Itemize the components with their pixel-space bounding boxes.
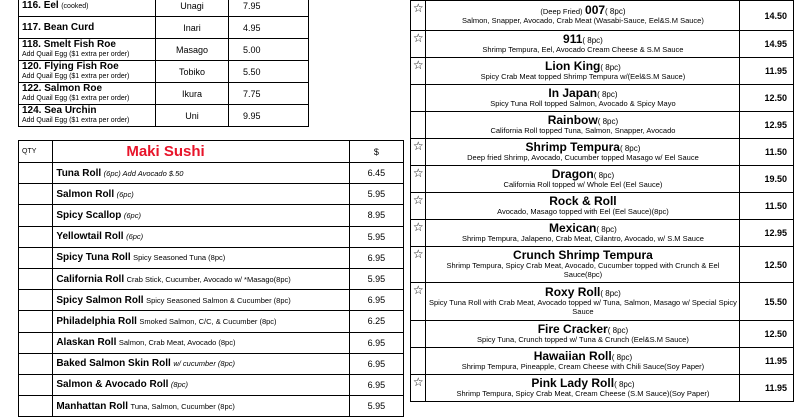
special-roll-pieces: ( 8pc)	[600, 62, 621, 72]
maki-item-name: Philadelphia Roll	[56, 315, 137, 327]
special-roll-price: 14.95	[740, 31, 794, 58]
maki-price: 5.95	[349, 268, 403, 289]
special-roll-desc: California Roll topped Tuna, Salmon, Snapper, Avocado	[490, 125, 676, 135]
sashimi-japanese-name: Tobiko	[156, 61, 229, 83]
star-icon: ☆	[412, 283, 424, 297]
sashimi-japanese-name: Unagi	[156, 0, 229, 17]
sashimi-item-sub: Add Quail Egg ($1 extra per order)	[22, 117, 130, 124]
special-roll-pieces: ( 8pc)	[619, 143, 641, 153]
maki-price: 6.95	[349, 290, 403, 311]
maki-item-name: Spicy Salmon Roll	[56, 294, 144, 306]
special-roll-row	[411, 193, 794, 220]
sashimi-item-name: 117. Bean Curd	[22, 22, 95, 33]
maki-item-desc: (6pc)	[116, 189, 134, 199]
qty-cell[interactable]	[19, 205, 53, 226]
special-roll-price: 15.50	[740, 283, 794, 321]
special-roll-name: 911	[563, 31, 583, 46]
special-roll-pieces: ( 8pc)	[596, 224, 617, 234]
maki-item-name: Salmon & Avocado Roll	[56, 379, 169, 391]
special-roll-price: 14.50	[740, 1, 794, 31]
maki-price: 6.95	[349, 247, 403, 268]
sashimi-row	[19, 83, 309, 105]
maki-item-name: California Roll	[56, 273, 125, 285]
special-roll-pieces: ( 8pc)	[582, 35, 603, 45]
maki-item-name: Tuna Roll	[56, 167, 102, 179]
special-roll-price: 12.95	[740, 112, 794, 139]
sashimi-table	[18, 0, 309, 127]
qty-header: QTY	[19, 141, 53, 163]
maki-item-desc: Tuna, Salmon, Cucumber (8pc)	[130, 401, 235, 411]
sashimi-item-name: 120. Flying Fish Roe	[22, 61, 119, 72]
special-roll-desc: Spicy Tuna Roll topped Salmon, Avocado & Spicy Mayo	[490, 98, 676, 108]
special-roll-name: Dragon	[551, 166, 594, 181]
special-roll-pieces: ( 8pc)	[614, 379, 635, 389]
maki-header-row	[19, 141, 404, 163]
maki-item-desc: Crab Stick, Cucumber, Avocado w/ *Masago(8pc)	[126, 274, 291, 284]
special-roll-desc: Spicy Crab Meat topped Shrimp Tempura w/(Eel&S.M Sauce)	[480, 71, 686, 81]
special-roll-pieces: ( 8pc)	[597, 89, 618, 99]
special-roll-price: 11.50	[740, 139, 794, 166]
special-roll-name: Crunch Shrimp Tempura	[513, 247, 653, 262]
maki-price: 6.45	[349, 163, 403, 184]
maki-sushi-table	[18, 140, 404, 417]
maki-price: 8.95	[349, 205, 403, 226]
star-icon: ☆	[412, 375, 424, 389]
special-roll-price: 11.95	[740, 348, 794, 375]
qty-cell[interactable]	[19, 374, 53, 395]
maki-row	[19, 247, 404, 268]
sashimi-price: 4.95	[229, 17, 309, 39]
maki-row	[19, 290, 404, 311]
sashimi-japanese-name: Inari	[156, 17, 229, 39]
special-roll-desc: Spicy Tuna, Crunch topped w/ Tuna & Crunch (Eel&S.M Sauce)	[477, 334, 689, 344]
sashimi-row	[19, 0, 309, 17]
special-roll-desc: Shrimp Tempura, Eel, Avocado Cream Cheese & S.M Sauce	[482, 44, 684, 54]
special-roll-desc: Shrimp Tempura, Jalapeno, Crab Meat, Cilantro, Avocado, w/ S.M Sauce	[461, 233, 704, 243]
sashimi-item-sub: Add Quail Egg ($1 extra per order)	[22, 51, 130, 58]
maki-price: 6.95	[349, 332, 403, 353]
sashimi-price: 7.95	[229, 0, 309, 17]
maki-item-name: Salmon Roll	[56, 188, 115, 200]
special-roll-row	[411, 247, 794, 283]
maki-item-name: Yellowtail Roll	[56, 231, 124, 243]
special-roll-name: In Japan	[548, 85, 598, 100]
sashimi-price: 5.50	[229, 61, 309, 83]
special-rolls-table	[410, 0, 794, 402]
special-roll-row	[411, 58, 794, 85]
maki-item-desc: w/ cucumber (8pc)	[173, 359, 236, 369]
special-roll-row	[411, 283, 794, 321]
special-roll-price: 19.50	[740, 166, 794, 193]
special-roll-price: 11.95	[740, 58, 794, 85]
special-roll-row	[411, 220, 794, 247]
sashimi-row	[19, 105, 309, 127]
special-roll-desc: Shrimp Tempura, Pineapple, Cream Cheese with Chili Sauce(Soy Paper)	[461, 361, 705, 371]
special-roll-pieces: ( 8pc)	[593, 170, 615, 180]
maki-item-desc: (6pc)	[126, 232, 144, 242]
special-roll-row	[411, 1, 794, 31]
qty-cell[interactable]	[19, 184, 53, 205]
special-roll-pieces: ( 8pc)	[597, 116, 619, 126]
sashimi-japanese-name: Masago	[156, 39, 229, 61]
maki-item-desc: (8pc)	[170, 380, 188, 390]
special-roll-pieces: ( 8pc)	[607, 325, 629, 335]
maki-item-desc: Salmon, Crab Meat, Avocado (8pc)	[118, 338, 236, 348]
special-roll-name: Rainbow	[547, 112, 598, 127]
special-roll-pieces: ( 8pc)	[605, 7, 626, 16]
special-roll-name: Roxy Roll	[545, 284, 601, 299]
special-roll-desc: Avocado, Masago topped with Eel (Eel Sauce)(8pc)	[497, 206, 669, 216]
maki-price: 5.95	[349, 396, 403, 417]
sashimi-price: 7.75	[229, 83, 309, 105]
special-roll-row	[411, 112, 794, 139]
qty-cell[interactable]	[19, 332, 53, 353]
special-roll-desc: Salmon, Snapper, Avocado, Crab Meat (Wasabi-Sauce, Eel&S.M Sauce)	[462, 16, 704, 25]
sashimi-row	[19, 17, 309, 39]
maki-price: 5.95	[349, 184, 403, 205]
maki-row	[19, 184, 404, 205]
special-roll-prefix: (Deep Fried)	[540, 7, 583, 16]
special-roll-price: 12.50	[740, 247, 794, 283]
maki-row	[19, 332, 404, 353]
maki-price: 6.95	[349, 353, 403, 374]
special-roll-name: Fire Cracker	[537, 321, 608, 336]
maki-item-desc: (6pc)	[123, 210, 141, 220]
special-roll-row	[411, 321, 794, 348]
star-icon: ☆	[412, 166, 424, 180]
sashimi-item-sub: Add Quail Egg ($1 extra per order)	[22, 73, 130, 80]
maki-row	[19, 205, 404, 226]
special-roll-price: 12.95	[740, 220, 794, 247]
special-roll-row	[411, 139, 794, 166]
special-roll-row	[411, 31, 794, 58]
maki-price: 6.25	[349, 311, 403, 332]
special-roll-desc: Deep fried Shrimp, Avocado, Cucumber topped Masago w/ Eel Sauce	[467, 152, 699, 162]
special-roll-name: Lion King	[545, 58, 601, 73]
special-roll-row	[411, 85, 794, 112]
maki-row	[19, 226, 404, 247]
maki-item-name: Alaskan Roll	[56, 337, 117, 349]
price-header: $	[349, 141, 403, 163]
qty-cell[interactable]	[19, 396, 53, 417]
maki-item-desc: Spicy Seasoned Salmon & Cucumber (8pc)	[146, 295, 291, 305]
special-roll-desc: Shrimp Tempura, Spicy Crab Meat, Cream Cheese (S.M Sauce)(Soy Paper)	[456, 388, 710, 398]
maki-item-name: Baked Salmon Skin Roll	[56, 358, 171, 370]
qty-cell[interactable]	[19, 226, 53, 247]
maki-row	[19, 163, 404, 184]
special-roll-pieces: ( 8pc)	[600, 288, 621, 298]
qty-cell[interactable]	[19, 163, 53, 184]
sashimi-row	[19, 39, 309, 61]
special-roll-name: Hawaiian Roll	[533, 348, 612, 363]
maki-sushi-title: Maki Sushi	[126, 143, 205, 160]
maki-price: 5.95	[349, 226, 403, 247]
maki-price: 6.95	[349, 374, 403, 395]
star-icon: ☆	[412, 139, 424, 153]
special-roll-name: Shrimp Tempura	[525, 139, 620, 154]
qty-cell[interactable]	[19, 353, 53, 374]
special-roll-name: Mexican	[549, 220, 597, 235]
special-roll-pieces: ( 8pc)	[611, 352, 633, 362]
special-roll-desc: Shrimp Tempura, Spicy Crab Meat, Avocado, Cucumber topped with Crunch & Eel Sauce(8pc)	[446, 260, 720, 279]
special-roll-name: 007	[585, 3, 606, 17]
special-roll-row	[411, 375, 794, 402]
maki-row	[19, 396, 404, 417]
special-roll-price: 12.50	[740, 85, 794, 112]
star-icon: ☆	[412, 1, 424, 15]
sashimi-item-name: 122. Salmon Roe	[22, 83, 103, 94]
sashimi-row	[19, 61, 309, 83]
sashimi-item-name: 116. Eel	[22, 0, 59, 11]
special-roll-row	[411, 166, 794, 193]
star-icon: ☆	[412, 220, 424, 234]
special-roll-name: Pink Lady Roll	[531, 375, 615, 390]
maki-row	[19, 311, 404, 332]
special-roll-row	[411, 348, 794, 375]
special-roll-desc: California Roll topped w/ Whole Eel (Eel Sauce)	[503, 179, 663, 189]
qty-cell[interactable]	[19, 247, 53, 268]
qty-cell[interactable]	[19, 290, 53, 311]
sashimi-price: 5.00	[229, 39, 309, 61]
maki-item-name: Manhattan Roll	[56, 400, 128, 412]
star-icon: ☆	[412, 58, 424, 72]
qty-cell[interactable]	[19, 268, 53, 289]
sashimi-japanese-name: Ikura	[156, 83, 229, 105]
maki-row	[19, 374, 404, 395]
maki-row	[19, 353, 404, 374]
special-roll-price: 11.95	[740, 375, 794, 402]
special-roll-name: Rock & Roll	[549, 193, 617, 208]
sashimi-price: 9.95	[229, 105, 309, 127]
maki-item-desc: Spicy Seasoned Tuna (8pc)	[133, 253, 226, 263]
maki-item-desc: (6pc) Add Avocado $.50	[103, 168, 184, 178]
sashimi-item-name: 118. Smelt Fish Roe	[22, 39, 116, 50]
maki-item-name: Spicy Tuna Roll	[56, 252, 131, 264]
maki-item-name: Spicy Scallop	[56, 209, 122, 221]
qty-cell[interactable]	[19, 311, 53, 332]
sashimi-item-name: 124. Sea Urchin	[22, 105, 97, 116]
sashimi-item-sub: Add Quail Egg ($1 extra per order)	[22, 95, 130, 102]
sashimi-item-note: (cooked)	[61, 2, 89, 10]
special-roll-desc: Spicy Tuna Roll with Crab Meat, Avocado topped w/ Tuna, Salmon, Masago w/ Special Spicy Sauce	[428, 297, 737, 316]
special-roll-price: 11.50	[740, 193, 794, 220]
star-icon: ☆	[412, 31, 424, 45]
special-roll-price: 12.50	[740, 321, 794, 348]
maki-row	[19, 268, 404, 289]
star-icon: ☆	[412, 193, 424, 207]
sashimi-japanese-name: Uni	[156, 105, 229, 127]
maki-item-desc: Smoked Salmon, C/C, & Cucumber (8pc)	[139, 316, 277, 326]
star-icon: ☆	[412, 247, 424, 261]
